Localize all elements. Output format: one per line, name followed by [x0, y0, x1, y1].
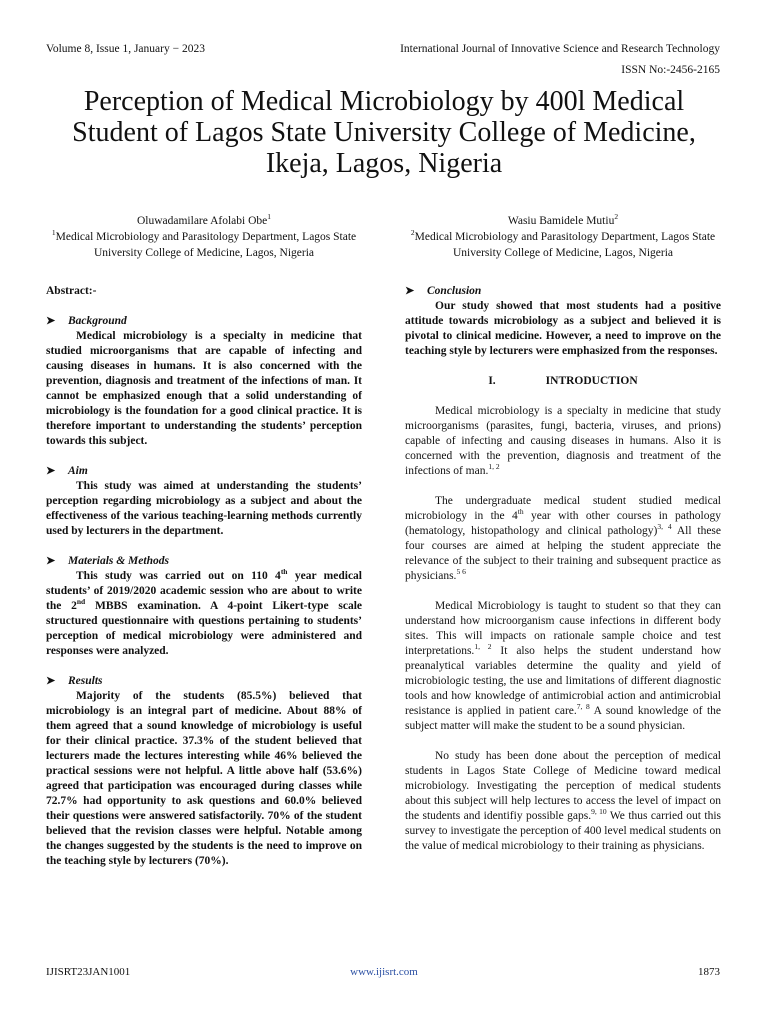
arrow-bullet-icon: ➤ [405, 285, 415, 297]
results-text: Majority of the students (85.5%) believed that microbiology is an integral part of medicine. About 88% of them agreed that a sound knowledge of microbiology is useful for their clinical practice. 37.3% of the student believed that lecturers made the lectures interesting while 46% believed the practical sessions were not helpful. A little above half (53.6%) agreed that participation was encouraged during classes while 72.7% had opportunity to ask questions and 60.0% believed their questions were answered satisfactorily. 70% of the student believed that the revision classes were helpful. Notable among the changes suggested by the students is the need to improve on the teaching style by lecturers (70%). [46, 690, 362, 867]
journal-name: International Journal of Innovative Science and Research Technology [400, 43, 720, 55]
aim-heading: ➤ Aim [46, 465, 88, 477]
methods-heading: ➤ Materials & Methods [46, 555, 169, 567]
arrow-bullet-icon: ➤ [46, 555, 56, 567]
intro-paragraph: The undergraduate medical student studied medical microbiology in the 4th year with other courses in pathology (hematology, histopathology and clinical pathology)$^{3, 4}$ All these four courses are aimed at helping the student appreciate the relevance of the subject to their training and subsequent practice as physicians.$^{5 6}$ [405, 495, 722, 582]
right-column [405, 284, 721, 854]
introduction-heading: I. INTRODUCTION [488, 375, 638, 387]
footer-website-link[interactable]: www.ijisrt.com [350, 966, 418, 978]
author-block-2 [403, 213, 723, 261]
arrow-bullet-icon: ➤ [46, 675, 56, 687]
issn: ISSN No:-2456-2165 [621, 64, 720, 76]
conclusion-heading: ➤ Conclusion [405, 285, 482, 297]
abstract-label: Abstract:- [46, 285, 97, 297]
methods-text: This study was carried out on 110 4th year medical students’ of 2019/2020 academic session who are about to write the 2nd MBBS examination. A 4-point Likert-type scale structured questionnaire with questions pertaining to students’ perception of medical microbiology were administered and responses were analyzed. [46, 567, 363, 657]
author-name: Oluwadamilare Afolabi Obe$^1$ [136, 212, 272, 227]
conclusion-text: Our study showed that most students had a positive attitude towards microbiology as a subject and believed it is pivotal to clinical medicine. However, a need to improve on the teaching style by lecturers were emphasized from the responses. [405, 300, 721, 357]
volume-info: Volume 8, Issue 1, January − 2023 [46, 43, 205, 55]
intro-paragraph: Medical microbiology is a specialty in medicine that study microorganisms (parasites, fungi, bacteria, viruses, and prions) capable of infecting and causing diseases in humans. Also it is concerned with the prevention, diagnosis and treatment of the infections of man.$^{1, 2}$ [405, 405, 721, 477]
footer-paper-id: IJISRT23JAN1001 [46, 966, 131, 978]
author-name: Wasiu Bamidele Mutiu$^2$ [507, 212, 619, 227]
background-heading: ➤ Background [46, 315, 127, 327]
author-affiliation: $^2$Medical Microbiology and Parasitology Department, Lagos State University College of Medicine, Lagos, Nigeria [410, 228, 716, 259]
paper-title: Perception of Medical Microbiology by 400l Medical Student of Lagos State University College of Medicine, Ikeja, Lagos, Nigeria [72, 86, 696, 179]
arrow-bullet-icon: ➤ [46, 465, 56, 477]
intro-paragraph: No study has been done about the perception of medical students in Lagos State College of Medicine toward medical microbiology. Investigating the perception of medical students about this subject will help lectures to access the level of impact on the students and identifiy possible gaps.$^{9, 10}$ We thus carried out this survey to investigate the perception of 400 level medical students on the value of medical microbiology to their training as physicians. [405, 750, 722, 852]
intro-paragraph: Medical Microbiology is taught to student so that they can understand how microorganism cause infections in different body sites. This will impacts on rationale sample choice and test interpretations.$^{1, 2}$ It also helps the student understand how preanalytical variables determine the quality and yield of microbiologic testing, the use and limitations of different diagnostic tools and how knowledge of antimicrobial action and antimicrobial resistance is applied in patient care.$^{7, 8}$ A sound knowledge of the subject matter will make the student to be a sound physician. [405, 600, 722, 732]
left-column [46, 284, 362, 869]
page-number: 1873 [698, 966, 720, 978]
author-block-1 [44, 213, 364, 261]
arrow-bullet-icon: ➤ [46, 315, 56, 327]
author-affiliation: $^1$Medical Microbiology and Parasitology Department, Lagos State University College of Medicine, Lagos, Nigeria [51, 228, 357, 259]
background-text: Medical microbiology is a specialty in medicine that studied microorganisms that are capable of infecting and causing diseases in humans. It is also concerned with the prevention, diagnosis and treatment of the infections of man. It cannot be emphasized enough that a solid understanding of microbiology is the foundation for a good clinical practice. It is therefore important to understanding the students’ perception towards this subject. [46, 330, 362, 447]
aim-text: This study was aimed at understanding the students’ perception regarding microbiology as a subject and about the effectiveness of the various teaching-learning methods currently used by lecturers in the department. [46, 480, 362, 537]
results-heading: ➤ Results [46, 675, 103, 687]
